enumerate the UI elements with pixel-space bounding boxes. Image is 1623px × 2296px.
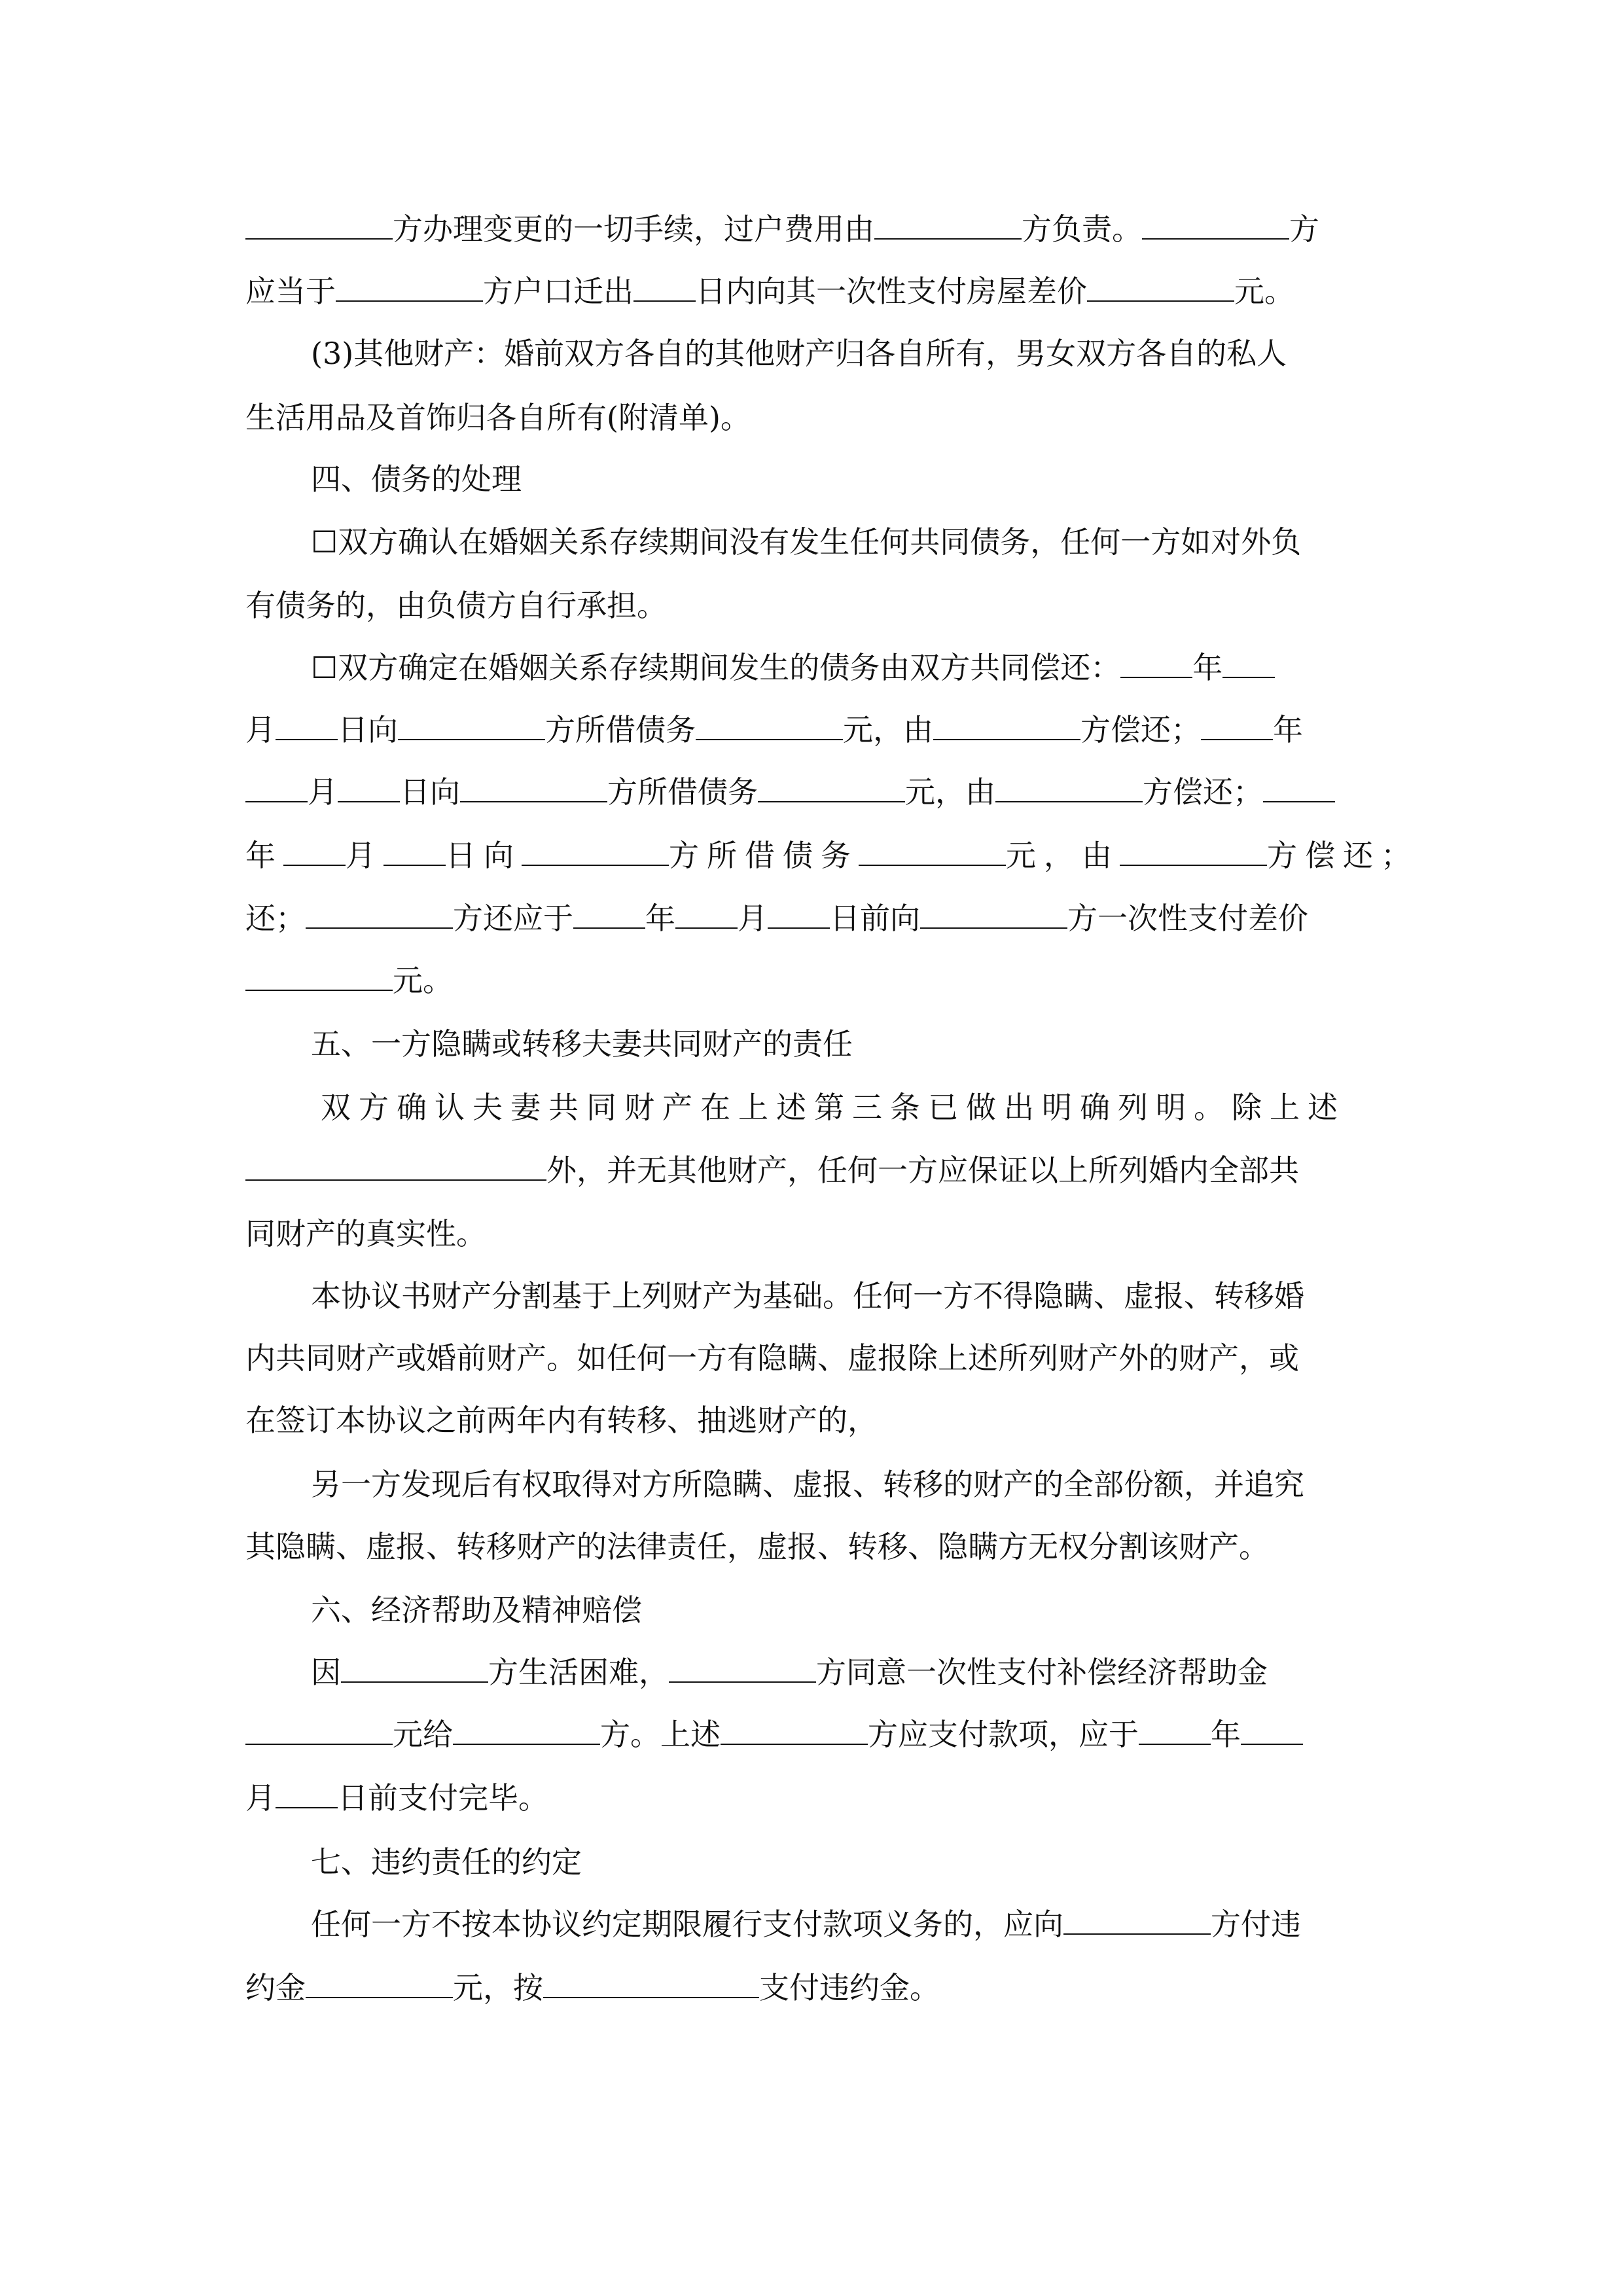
blank-field[interactable] (341, 1653, 488, 1683)
section-heading: 五、一方隐瞒或转移夫妻共同财产的责任 (311, 1026, 853, 1062)
blank-field[interactable] (543, 1968, 759, 1998)
blank-field[interactable] (245, 772, 308, 802)
paragraph-line: 同财产的真实性。 (245, 1216, 486, 1251)
paragraph-line: 任何一方不按本协议约定期限履行支付款项义务的，应向 方付违 (311, 1905, 1301, 1944)
blank-field[interactable] (283, 836, 346, 866)
paragraph-line: 还； 方还应于 年 月 日前向 方一次性支付差价 (245, 899, 1308, 938)
section-heading: 七、违约责任的约定 (311, 1844, 582, 1880)
blank-field[interactable] (245, 1151, 546, 1181)
blank-field[interactable] (522, 836, 669, 866)
blank-field[interactable] (276, 710, 338, 740)
paragraph-line: (3)其他财产：婚前双方各自的其他财产归各自所有，男女双方各自的私人 (311, 336, 1287, 371)
blank-field[interactable] (920, 899, 1067, 929)
blank-field[interactable] (696, 710, 843, 740)
blank-field[interactable] (1063, 1905, 1211, 1935)
blank-field[interactable] (1263, 772, 1335, 802)
blank-field[interactable] (859, 836, 1006, 866)
blank-field[interactable] (306, 899, 453, 929)
paragraph-line: 月 日向 方所借债务 元，由 方偿还； 年 (245, 710, 1303, 749)
paragraph-line: 应当于 方户口迁出 日内向其一次性支付房屋差价 元。 (245, 272, 1294, 311)
paragraph-line: 内共同财产或婚前财产。如任何一方有隐瞒、虚报除上述所列财产外的财产，或 (245, 1340, 1299, 1376)
section-heading: 四、债务的处理 (311, 461, 522, 497)
paragraph-line: 双方确认夫妻共同财产在上述第三条已做出明确列明。除上述 (321, 1090, 1346, 1125)
checkbox-line[interactable]: ☐双方确认在婚姻关系存续期间没有发生任何共同债务，任何一方如对外负 (311, 524, 1302, 560)
blank-field[interactable] (933, 710, 1080, 740)
paragraph-line: 月 日向 方所借债务 元，由 方偿还； (245, 772, 1335, 812)
blank-field[interactable] (306, 1968, 453, 1998)
blank-field[interactable] (245, 209, 393, 240)
paragraph-line: 约金 元，按 支付违约金。 (245, 1968, 940, 2007)
blank-field[interactable] (573, 899, 645, 929)
blank-field[interactable] (338, 772, 400, 802)
paragraph-line: 元。 (245, 961, 453, 1000)
blank-field[interactable] (453, 1715, 600, 1745)
checkbox-line[interactable]: ☐双方确定在婚姻关系存续期间发生的债务由双方共同偿还： 年 (311, 648, 1275, 687)
blank-field[interactable] (276, 1778, 338, 1808)
paragraph-line: 方办理变更的一切手续，过户费用由 方负责。 方 (245, 209, 1319, 249)
paragraph-line: 年 月 日向 方所借债务 元，由 方偿还； (245, 836, 1419, 875)
paragraph-line: 在签订本协议之前两年内有转移、抽逃财产的， (245, 1403, 878, 1438)
blank-field[interactable] (1120, 648, 1192, 678)
paragraph-line: 外，并无其他财产，任何一方应保证以上所列婚内全部共 (245, 1151, 1299, 1190)
blank-field[interactable] (1120, 836, 1267, 866)
blank-field[interactable] (874, 209, 1022, 240)
paragraph-line: 本协议书财产分割基于上列财产为基础。任何一方不得隐瞒、虚报、转移婚 (311, 1278, 1304, 1314)
blank-field[interactable] (721, 1715, 868, 1745)
paragraph-line: 因 方生活困难， 方同意一次性支付补偿经济帮助金 (311, 1653, 1268, 1692)
blank-field[interactable] (675, 899, 738, 929)
blank-field[interactable] (669, 1653, 816, 1683)
blank-field[interactable] (1222, 648, 1275, 678)
blank-field[interactable] (336, 272, 483, 302)
blank-field[interactable] (245, 1715, 393, 1745)
blank-field[interactable] (1201, 710, 1273, 740)
blank-field[interactable] (768, 899, 830, 929)
paragraph-line: 有债务的，由负债方自行承担。 (245, 588, 667, 623)
section-heading: 六、经济帮助及精神赔偿 (311, 1592, 642, 1628)
blank-field[interactable] (1241, 1715, 1303, 1745)
paragraph-line: 月 日前支付完毕。 (245, 1778, 548, 1818)
blank-field[interactable] (398, 710, 545, 740)
blank-field[interactable] (758, 772, 905, 802)
blank-field[interactable] (245, 961, 393, 991)
blank-field[interactable] (633, 272, 696, 302)
blank-field[interactable] (1139, 1715, 1211, 1745)
paragraph-line: 元给 方。上述 方应支付款项，应于 年 (245, 1715, 1303, 1754)
blank-field[interactable] (383, 836, 446, 866)
blank-field[interactable] (1087, 272, 1234, 302)
paragraph-line: 另一方发现后有权取得对方所隐瞒、虚报、转移的财产的全部份额，并追究 (311, 1467, 1304, 1502)
paragraph-line: 生活用品及首饰归各自所有(附清单)。 (245, 400, 751, 435)
blank-field[interactable] (1142, 209, 1289, 240)
blank-field[interactable] (995, 772, 1143, 802)
blank-field[interactable] (460, 772, 607, 802)
paragraph-line: 其隐瞒、虚报、转移财产的法律责任，虚报、转移、隐瞒方无权分割该财产。 (245, 1529, 1269, 1564)
